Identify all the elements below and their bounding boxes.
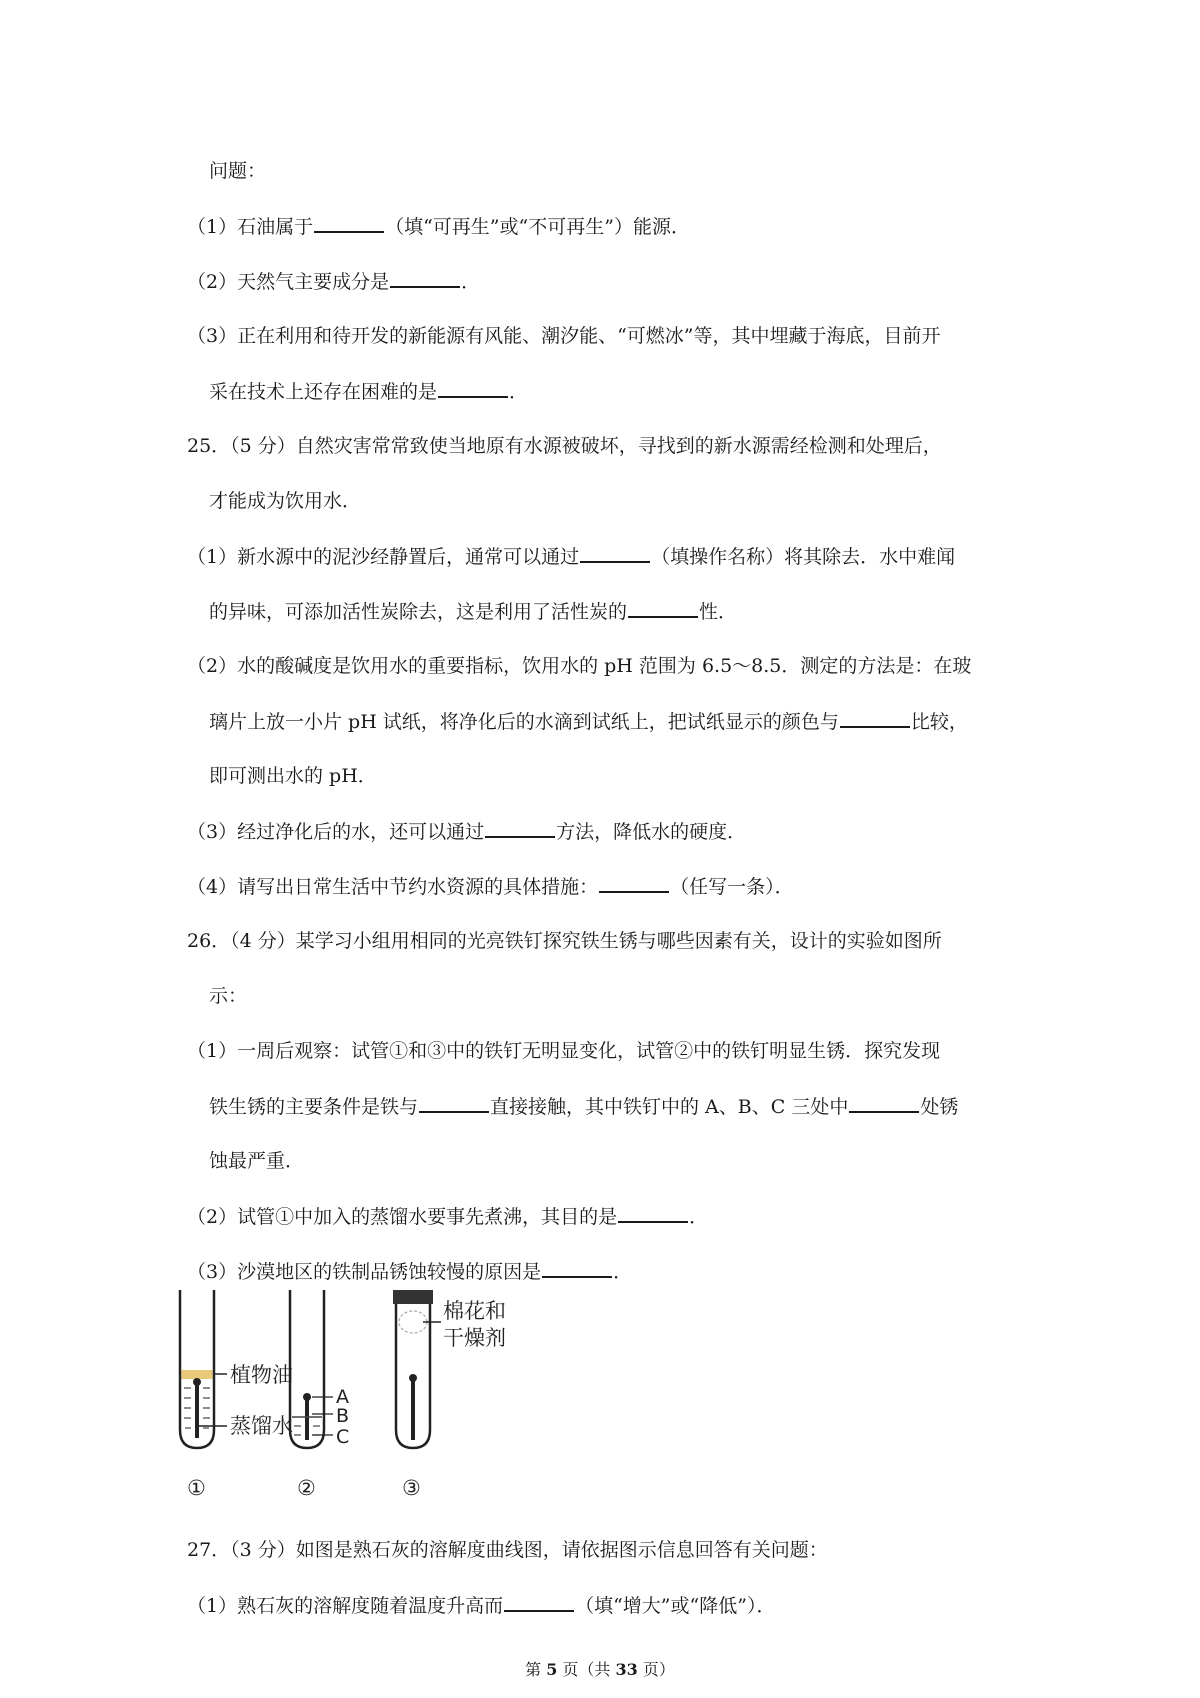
q26-part1-line2 — [209, 1093, 958, 1120]
q26-part2 — [187, 1203, 708, 1230]
tube-2-number: ② — [297, 1476, 316, 1500]
test-tube-2 — [290, 1290, 349, 1500]
q26-part1-seg1: 铁生锈的主要条件是铁与 — [209, 1096, 419, 1118]
stopper — [393, 1290, 433, 1304]
q25-part2-before: 璃片上放一小片 pH 试纸，将净化后的水滴到试纸上，把试纸显示的颜色与 — [209, 711, 839, 733]
q25-part2-after: 比较， — [910, 711, 968, 733]
cotton-desiccant — [399, 1311, 427, 1333]
q25-part4 — [187, 873, 794, 900]
q25-stem-line1: 25．（5 分）自然灾害常常致使当地原有水源被破坏，寻找到的新水源需经检测和处理后， — [187, 435, 942, 457]
q25-part2-line1: （2）水的酸碱度是饮用水的重要指标，饮用水的 pH 范围为 6.5～8.5．测定的方法是：在玻 — [187, 655, 972, 677]
point-b-label: B — [336, 1405, 350, 1427]
q26-part1-seg2: 直接接触，其中铁钉中的 A、B、C 三处中 — [490, 1096, 849, 1118]
q25-part1-line2 — [209, 598, 737, 625]
q25-part3 — [187, 818, 746, 845]
answer-blank — [542, 1258, 612, 1278]
q26-part1-line3: 蚀最严重． — [209, 1150, 305, 1172]
q24-part3-before: 采在技术上还存在困难的是 — [209, 381, 438, 403]
q24-part3-after: ． — [509, 381, 529, 403]
tube-3-number: ③ — [402, 1476, 421, 1500]
answer-blank — [390, 268, 460, 288]
q25-part3-before: （3）经过净化后的水，还可以通过 — [187, 821, 485, 843]
q25-stem-line2: 才能成为饮用水． — [209, 490, 362, 512]
q25-part1-line1 — [187, 543, 955, 570]
q25-part1-after: （填操作名称）将其除去．水中难闻 — [651, 546, 956, 568]
q26-stem-line1: 26．（4 分）某学习小组用相同的光亮铁钉探究铁生锈与哪些因素有关，设计的实验如图所 — [187, 930, 942, 952]
answer-blank — [628, 598, 698, 618]
answer-blank — [438, 378, 508, 398]
footer-suffix: 页） — [637, 1660, 675, 1679]
q24-part2-after: ． — [461, 271, 481, 293]
q26-part3 — [187, 1258, 632, 1285]
test-tube-3 — [393, 1290, 506, 1500]
q26-part3-after: ． — [613, 1261, 633, 1283]
q26-part1-line1: （1）一周后观察：试管①和③中的铁钉无明显变化，试管②中的铁钉明显生锈．探究发现 — [187, 1040, 941, 1062]
total-pages: 33 — [615, 1660, 638, 1679]
q26-part2-after: ． — [689, 1206, 709, 1228]
oil-label: 植物油 — [230, 1363, 293, 1387]
page-footer — [0, 1660, 1200, 1680]
q26-part3-before: （3）沙漠地区的铁制品锈蚀较慢的原因是 — [187, 1261, 542, 1283]
q27-part1-before: （1）熟石灰的溶解度随着温度升高而 — [187, 1595, 504, 1617]
q26-part2-before: （2）试管①中加入的蒸馏水要事先煮沸，其目的是 — [187, 1206, 618, 1228]
q24-text-tail: 问题： — [209, 160, 267, 182]
test-tube-figure — [175, 1290, 595, 1505]
q25-part2-line3: 即可测出水的 pH． — [209, 765, 377, 787]
test-tube-1 — [180, 1290, 293, 1500]
oil-layer — [182, 1370, 213, 1379]
point-a-label: A — [336, 1386, 349, 1408]
q25-part2-line2 — [209, 708, 968, 735]
q27-part1 — [187, 1592, 775, 1619]
answer-blank — [580, 543, 650, 563]
answer-blank — [314, 213, 384, 233]
q25-part3-after: 方法，降低水的硬度． — [556, 821, 747, 843]
answer-blank — [618, 1203, 688, 1223]
q27-stem: 27．（3 分）如图是熟石灰的溶解度曲线图，请依据图示信息回答有关问题： — [187, 1539, 828, 1561]
answer-blank — [599, 873, 669, 893]
q24-part2-before: （2）天然气主要成分是 — [187, 271, 390, 293]
answer-blank — [840, 708, 910, 728]
q24-part2 — [187, 268, 480, 295]
footer-prefix: 第 — [525, 1660, 547, 1679]
water-label: 蒸馏水 — [230, 1414, 293, 1438]
answer-blank — [485, 818, 555, 838]
page-number: 5 — [546, 1660, 558, 1679]
q27-part1-after: （填“增大”或“降低”）． — [575, 1595, 776, 1617]
cotton-label-line2: 干燥剂 — [443, 1326, 506, 1350]
q26-stem-line2: 示： — [209, 985, 248, 1007]
cotton-label-line1: 棉花和 — [443, 1299, 506, 1323]
q25-part1b-after: 性． — [699, 601, 738, 623]
answer-blank — [504, 1592, 574, 1612]
q24-part1-after: （填“可再生”或“不可再生”）能源． — [385, 216, 690, 238]
q26-part1-seg3: 处锈 — [920, 1096, 959, 1118]
q25-part4-after: （任写一条）． — [670, 876, 794, 898]
q24-part3-line2 — [209, 378, 528, 405]
q25-part4-before: （4）请写出日常生活中节约水资源的具体措施： — [187, 876, 599, 898]
tube-1-number: ① — [187, 1476, 206, 1500]
point-c-label: C — [336, 1426, 350, 1448]
q25-part1-before: （1）新水源中的泥沙经静置后，通常可以通过 — [187, 546, 580, 568]
q25-part1b-before: 的异味，可添加活性炭除去，这是利用了活性炭的 — [209, 601, 628, 623]
q24-part1-before: （1）石油属于 — [187, 216, 314, 238]
answer-blank — [419, 1093, 489, 1113]
q24-part3-line1: （3）正在利用和待开发的新能源有风能、潮汐能、“可燃冰”等，其中埋藏于海底，目前开 — [187, 325, 941, 347]
q24-part1 — [187, 213, 690, 240]
footer-middle: 页（共 — [557, 1660, 616, 1679]
answer-blank — [849, 1093, 919, 1113]
